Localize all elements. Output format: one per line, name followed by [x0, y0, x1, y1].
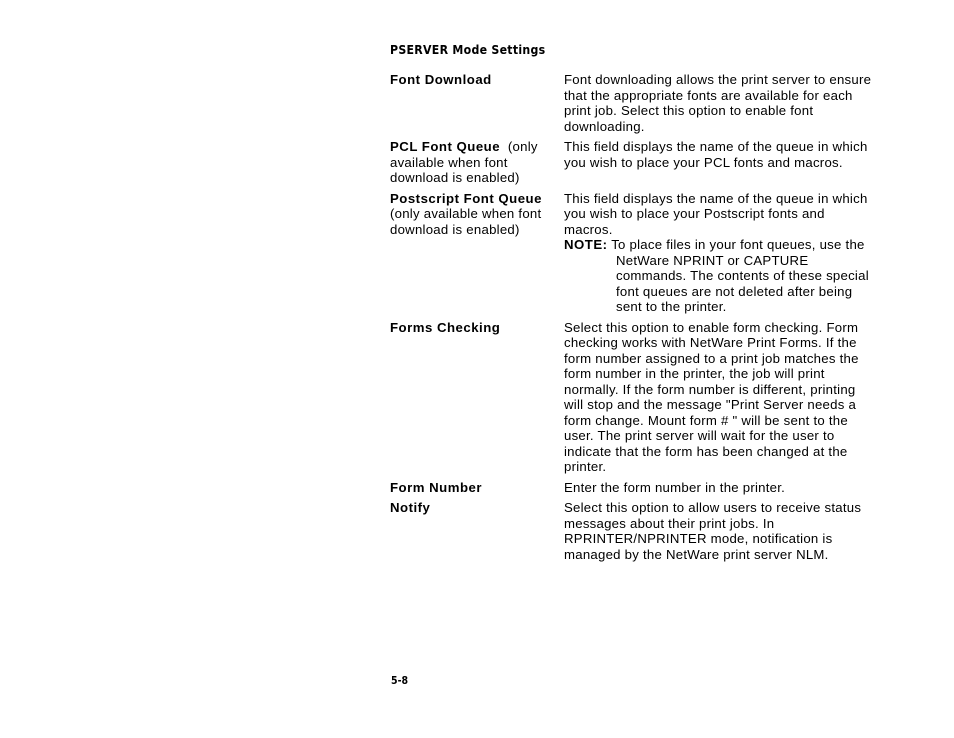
- note-label: NOTE:: [564, 237, 608, 252]
- setting-definition: [564, 191, 876, 315]
- setting-definition-text: Font downloading allows the print server to ensure that the appropriate fonts are available for each print job. Select this option to enable font downloading.: [564, 72, 872, 134]
- settings-table: [390, 72, 876, 567]
- setting-definition: [564, 139, 876, 186]
- section-title: PSERVER Mode Settings: [390, 42, 546, 57]
- setting-term-label: Forms Checking: [390, 319, 501, 335]
- setting-term: [390, 139, 564, 186]
- setting-definition: [564, 500, 876, 562]
- setting-term-label: Notify: [390, 500, 431, 515]
- note-text: To place files in your font queues, use the NetWare NPRINT or CAPTURE commands. The contents of these special font queues are not deleted after being sent to the printer.: [607, 237, 869, 314]
- setting-definition: [564, 320, 876, 475]
- note-paragraph: [564, 237, 876, 315]
- setting-row-forms-checking: [390, 320, 876, 475]
- setting-definition-text: Enter the form number in the printer.: [564, 479, 786, 495]
- setting-term: [390, 191, 564, 315]
- setting-definition: [564, 72, 876, 134]
- setting-term: [390, 320, 564, 475]
- page-number: 5-8: [391, 675, 409, 687]
- setting-term-label: PCL Font Queue: [390, 139, 501, 154]
- setting-term-note: (only available when font download is enabled): [390, 139, 542, 185]
- setting-row-form-number: [390, 480, 876, 496]
- setting-term-label: Postscript Font Queue: [390, 190, 542, 206]
- setting-row-notify: [390, 500, 876, 562]
- setting-term: [390, 480, 564, 496]
- setting-term: [390, 72, 564, 134]
- setting-definition: [564, 480, 876, 496]
- setting-term-label: Font Download: [390, 72, 492, 87]
- setting-definition-text: This field displays the name of the queue in which you wish to place your PCL fonts and macros.: [564, 139, 868, 170]
- setting-definition-text: Select this option to enable form checking. Form checking works with NetWare Print Forms. If the form number assigned to a print job matches the form number in the printer, the job will print normally. If the form number is different, printing will stop and the message "Print Server needs a form change. Mount form # " will be sent to the user. The print server will wait for the user to indicate that the form has been changed at the printer.: [564, 319, 859, 474]
- setting-row-postscript-font-queue: [390, 191, 876, 315]
- setting-term: [390, 500, 564, 562]
- setting-definition-text: This field displays the name of the queue in which you wish to place your Postscript fonts and macros.: [564, 190, 868, 237]
- setting-row-pcl-font-queue: [390, 139, 876, 186]
- setting-definition-text: Select this option to allow users to receive status messages about their print jobs. In RPRINTER/NPRINTER mode, notification is managed by the NetWare print server NLM.: [564, 500, 862, 562]
- setting-term-note: (only available when font download is enabled): [390, 206, 542, 237]
- setting-row-font-download: [390, 72, 876, 134]
- setting-term-label: Form Number: [390, 479, 482, 495]
